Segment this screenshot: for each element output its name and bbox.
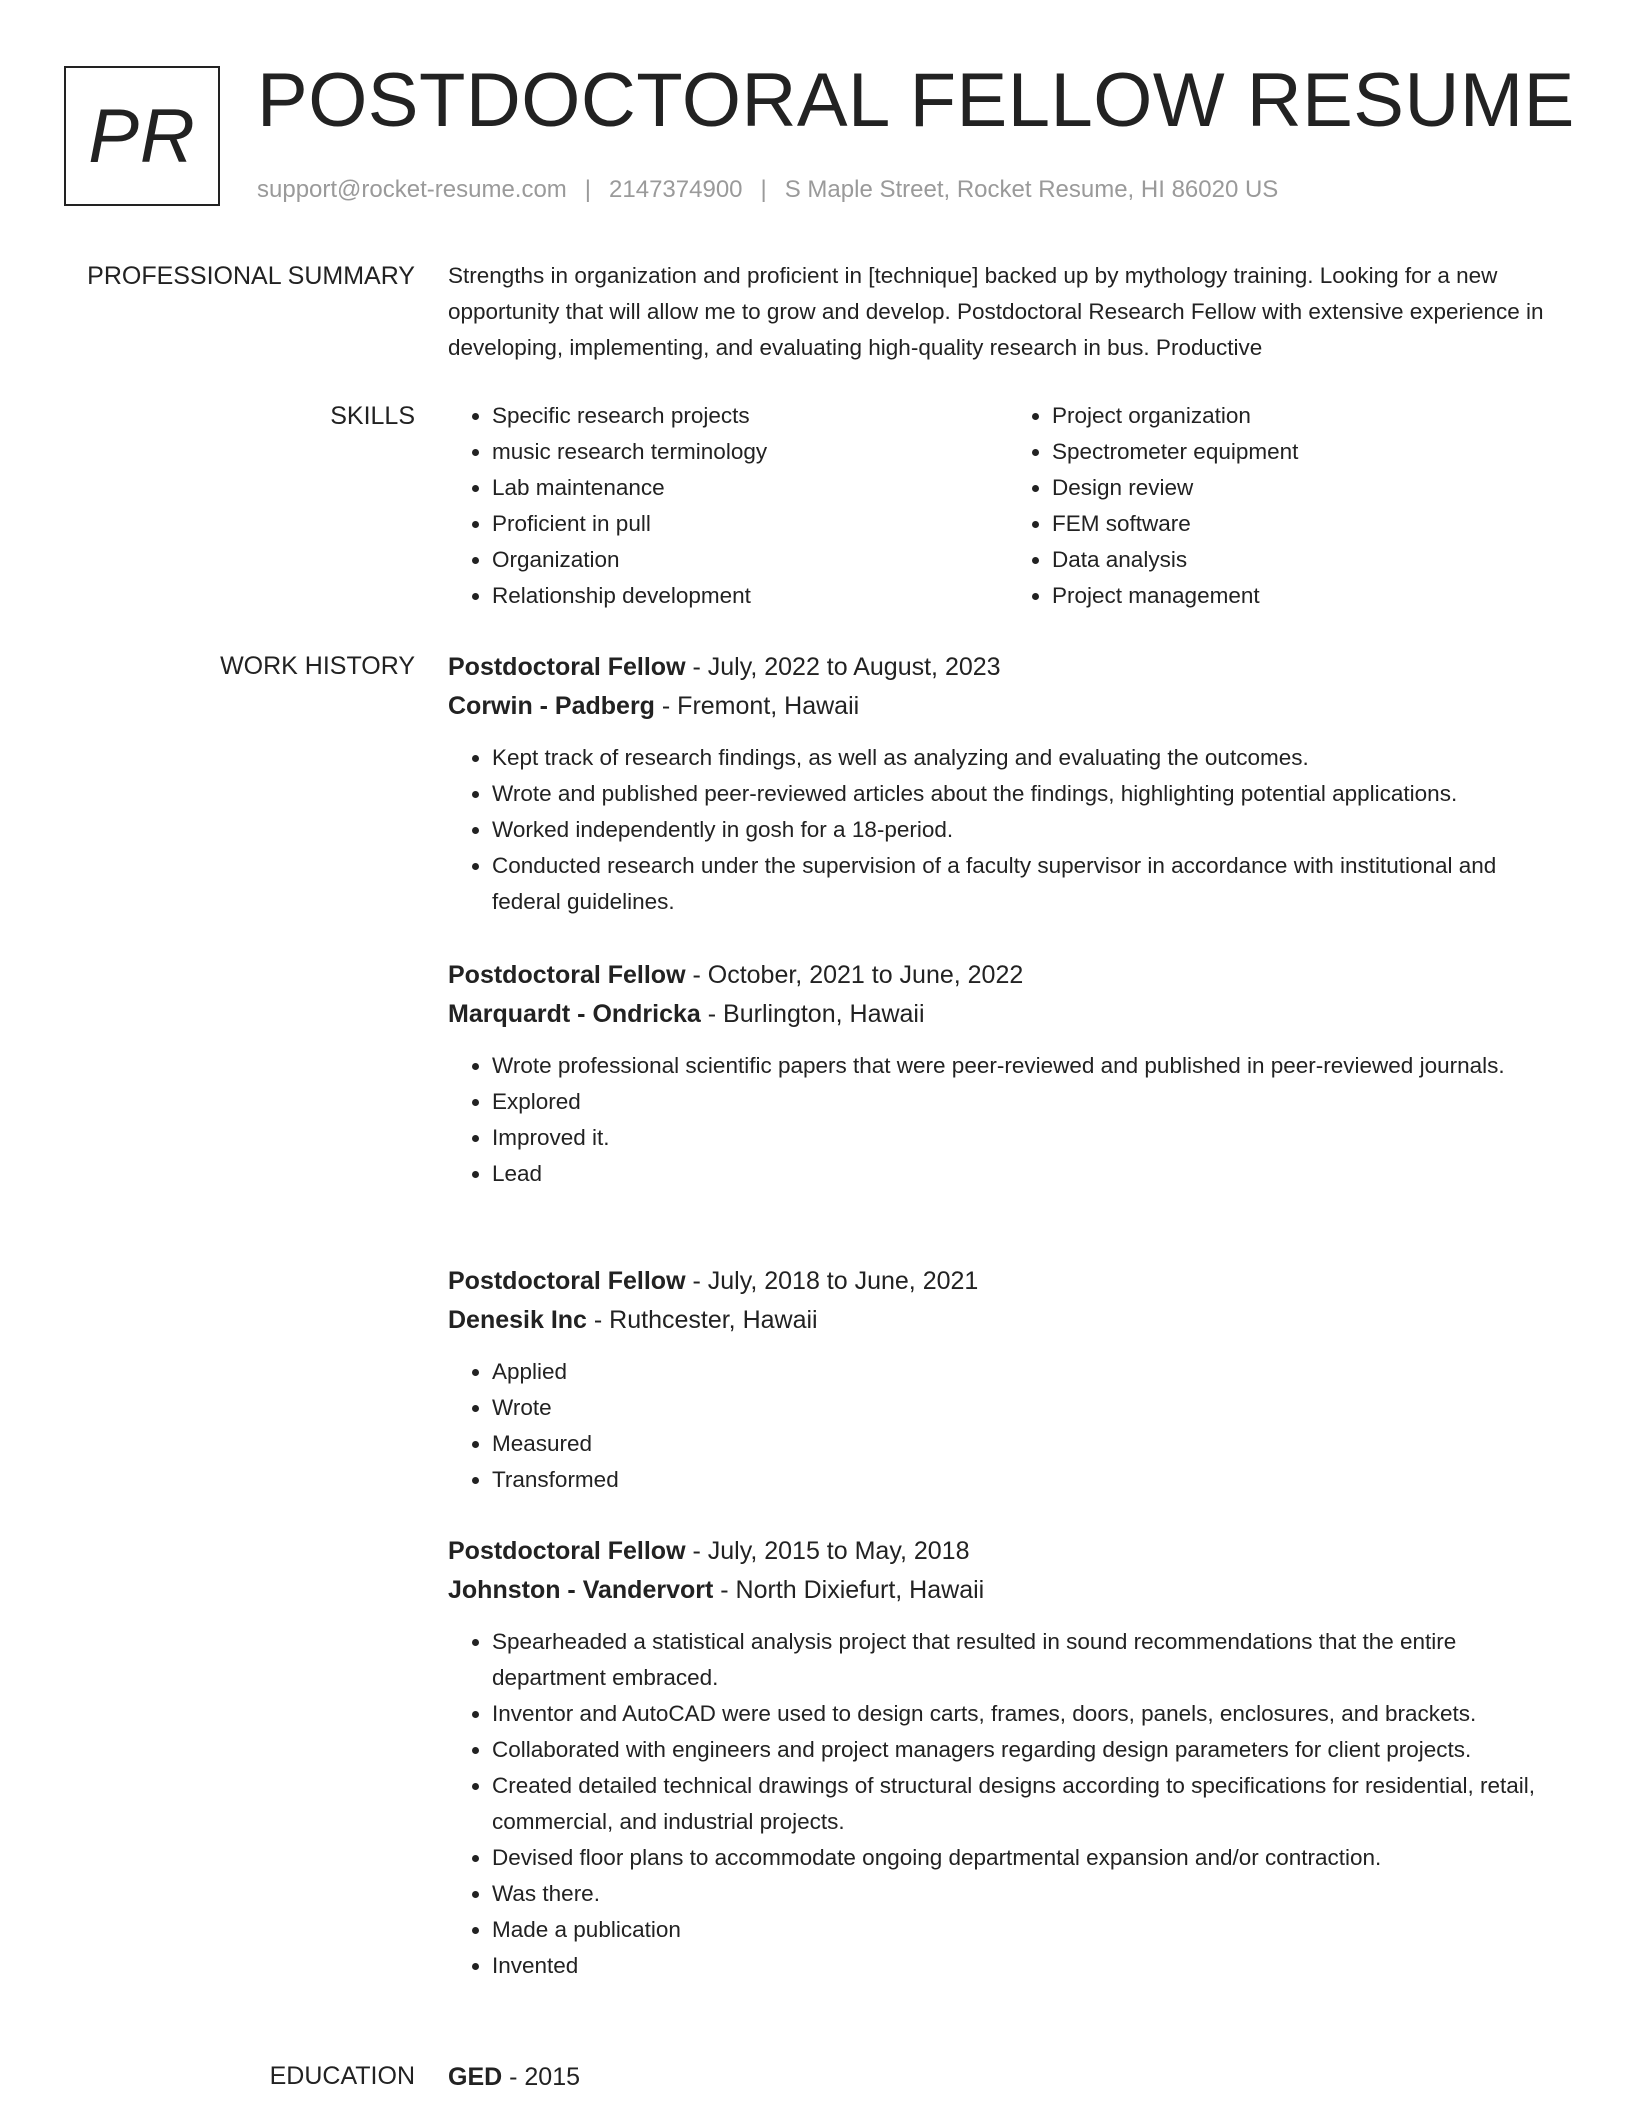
contact-separator: | [760,176,767,203]
skill-item: • Organization [492,542,1008,578]
skill-item: • FEM software [1052,506,1568,542]
job-bullet: • Kept track of research findings, as well as analyzing and evaluating the outcomes. [492,740,1568,776]
job-location: - Fremont, Hawaii [654,692,860,720]
skills-list-left [448,398,1008,614]
job-bullet: • Transformed [492,1462,1568,1498]
job-bullets [448,1048,1568,1192]
contact-email: support@rocket-resume.com [257,176,567,203]
job-title-line [448,1262,1568,1301]
job-title: Postdoctoral Fellow [448,1267,686,1295]
job-dates: - July, 2022 to August, 2023 [685,653,1001,681]
skill-item: • Data analysis [1052,542,1568,578]
job-company-line [448,1571,1568,1610]
education-heading: EDUCATION [269,2062,415,2090]
job-bullet: • Spearheaded a statistical analysis project that resulted in sound recommendations that the entire department embraced. [492,1624,1568,1696]
job-bullet: • Was there. [492,1876,1568,1912]
job-company: Corwin - Padberg [448,692,655,720]
job-bullets [448,1624,1568,1984]
contact-phone: 2147374900 [609,176,743,203]
job-bullet: • Created detailed technical drawings of structural designs according to specifications for residential, retail, commercial, and industrial projects. [492,1768,1568,1840]
job-title-line [448,956,1568,995]
job-company: Denesik Inc [448,1306,587,1334]
job-bullet: • Wrote professional scientific papers that were peer-reviewed and published in peer-reviewed journals. [492,1048,1568,1084]
job-location: - Ruthcester, Hawaii [586,1306,818,1334]
skill-item: • music research terminology [492,434,1008,470]
job-bullet: • Collaborated with engineers and project managers regarding design parameters for client projects. [492,1732,1568,1768]
skill-item: • Specific research projects [492,398,1008,434]
skill-item: • Proficient in pull [492,506,1008,542]
skill-item: • Design review [1052,470,1568,506]
job-title: Postdoctoral Fellow [448,1537,686,1565]
skill-item: • Lab maintenance [492,470,1008,506]
job-entry [448,956,1568,1192]
job-bullet: • Conducted research under the supervision of a faculty supervisor in accordance with institutional and federal guidelines. [492,848,1568,920]
job-bullet: • Lead [492,1156,1568,1192]
job-bullet: • Explored [492,1084,1568,1120]
contact-separator: | [584,176,592,203]
job-bullets [448,740,1568,920]
job-bullet: • Wrote and published peer-reviewed articles about the findings, highlighting potential applications. [492,776,1568,812]
job-bullet: • Invented [492,1948,1568,1984]
education-degree: GED [448,2063,503,2091]
job-dates: - October, 2021 to June, 2022 [685,961,1024,989]
summary-text: Strengths in organization and proficient in [technique] backed up by mythology training. Looking for a new opportunity that will allow me to grow and develop. Postdoctoral Research Fellow with extensive experience in developing, implementing, and evaluating high-quality research in bus. Productive [448,263,1544,360]
job-location: - North Dixiefurt, Hawaii [713,1576,985,1604]
contact-line [257,175,1278,205]
education-degree-line [448,2058,1568,2097]
skill-item: • Spectrometer equipment [1052,434,1568,470]
summary-heading: PROFESSIONAL SUMMARY [87,262,415,290]
job-title-line [448,1532,1568,1571]
job-bullet: • Improved it. [492,1120,1568,1156]
job-company-line [448,1301,1568,1340]
work-history-heading: WORK HISTORY [220,652,415,680]
skills-heading: SKILLS [330,402,415,430]
job-dates: - July, 2018 to June, 2021 [685,1267,979,1295]
job-bullet: • Applied [492,1354,1568,1390]
job-company-line [448,687,1568,726]
job-company: Marquardt - Ondricka [448,1000,701,1028]
job-company: Johnston - Vandervort [448,1576,714,1604]
job-dates: - July, 2015 to May, 2018 [685,1537,970,1565]
job-title: Postdoctoral Fellow [448,961,686,989]
skill-item: • Project management [1052,578,1568,614]
job-bullet: • Wrote [492,1390,1568,1426]
job-entry [448,1262,1568,1498]
job-bullet: • Devised floor plans to accommodate ongoing departmental expansion and/or contraction. [492,1840,1568,1876]
contact-address: S Maple Street, Rocket Resume, HI 86020 US [784,176,1279,203]
job-location: - Burlington, Hawaii [700,1000,925,1028]
job-entry [448,1532,1568,1984]
skill-item: • Project organization [1052,398,1568,434]
skills-list-right [1008,398,1568,614]
education-year: - 2015 [502,2063,581,2091]
monogram-logo: PR [64,66,220,206]
resume-title: POSTDOCTORAL FELLOW RESUME [257,58,1575,143]
job-bullets [448,1354,1568,1498]
job-title: Postdoctoral Fellow [448,653,686,681]
job-title-line [448,648,1568,687]
job-bullet: • Made a publication [492,1912,1568,1948]
job-entry [448,648,1568,920]
job-bullet: • Inventor and AutoCAD were used to design carts, frames, doors, panels, enclosures, and brackets. [492,1696,1568,1732]
job-company-line [448,995,1568,1034]
skill-item: • Relationship development [492,578,1008,614]
job-bullet: • Worked independently in gosh for a 18-period. [492,812,1568,848]
job-bullet: • Measured [492,1426,1568,1462]
